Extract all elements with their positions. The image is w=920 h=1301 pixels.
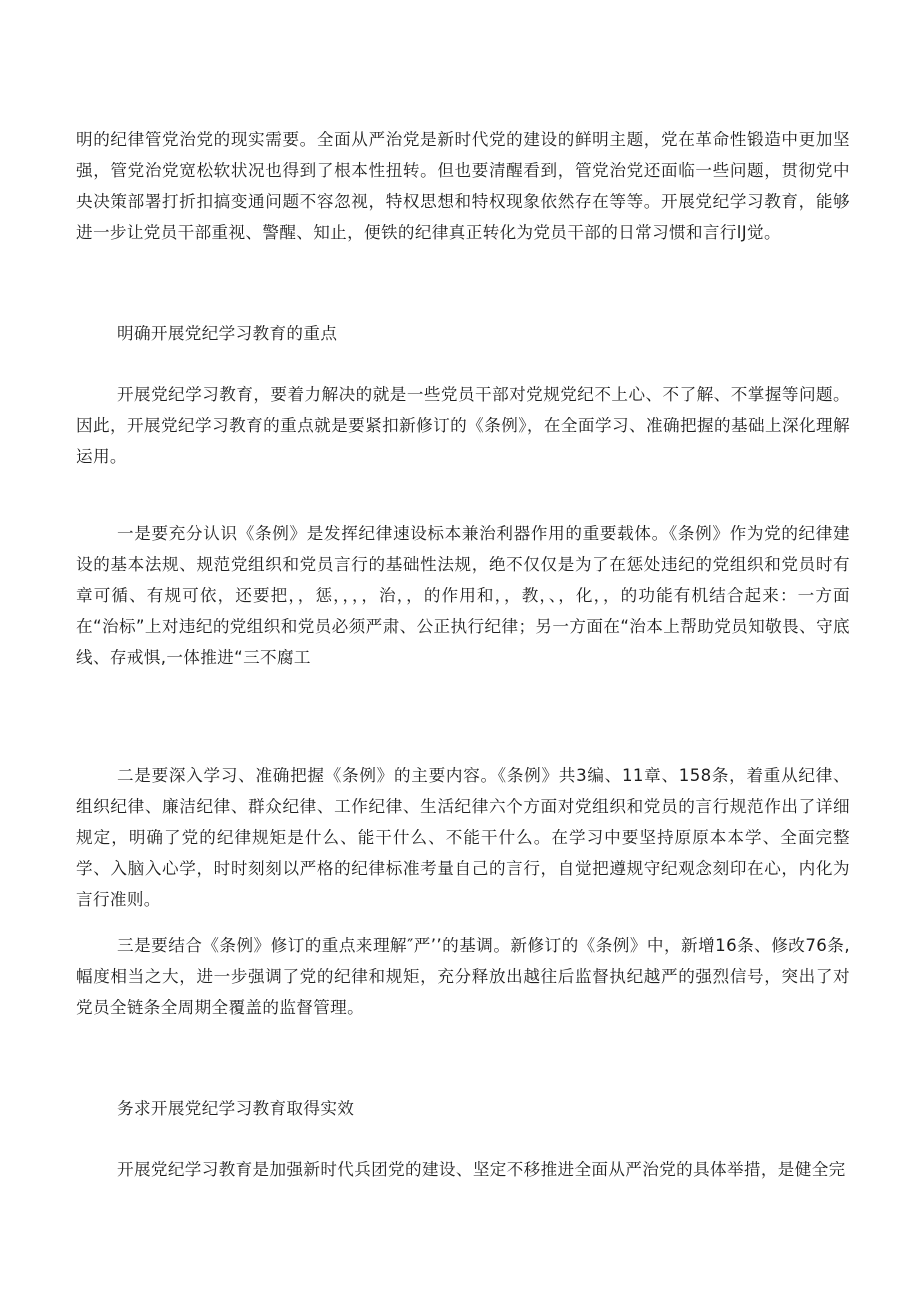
section-heading-effectiveness: 务求开展党纪学习教育取得实效: [117, 1099, 355, 1118]
paragraph-3: 一是要充分认识《条例》是发挥纪律速设标本兼治利器作用的重要载体。《条例》作为党的纪律建设的基本法规、规范党组织和党员言行的基础性法规，绝不仅仅是为了在惩处违纪的党组织和党员时有章可循、有规可依，还要把，，惩，，，，治，，的作用和，，教，、，化，，的功能有机结合起来：一方面在“治标”上对违纪的党组织和党员必须严肃、公正执行纪律；另一方面在“治本上帮助党员知敬畏、守底线、存戒惧,一体推进“三不腐工: [76, 524, 850, 667]
section-heading-key-points: 明确开展党纪学习教育的重点: [117, 324, 338, 343]
paragraph-4: 二是要深入学习、准确把握《条例》的主要内容。《条例》共3编、11章、158条，着重从纪律、组织纪律、廉洁纪律、群众纪律、工作纪律、生活纪律六个方面对党组织和党员的言行规范作出了详细规定，明确了党的纪律规矩是什么、能干什么、不能干什么。在学习中要坚持原原本本学、全面完整学、入脑入心学，时时刻刻以严格的纪律标准考量自己的言行，自觉把遵规守纪观念刻印在心，内化为言行准则。: [76, 766, 850, 909]
paragraph-5: 三是要结合《条例》修订的重点来理解″严’’的基调。新修订的《条例》中，新增16条、修改76条,幅度相当之大，进一步强调了党的纪律和规矩，充分释放出越往后监督执纪越严的强烈信号，突出了对党员全链条全周期全覆盖的监督管理。: [76, 936, 850, 1017]
paragraph-2: 开展党纪学习教育，要着力解决的就是一些党员干部对党规党纪不上心、不了解、不掌握等问题。因此，开展党纪学习教育的重点就是要紧扣新修订的《条例》，在全面学习、准确把握的基础上深化理解运用。: [76, 385, 850, 466]
paragraph-6: 开展党纪学习教育是加强新时代兵团党的建设、坚定不移推进全面从严治党的具体举措，是健全完: [117, 1160, 846, 1179]
paragraph-1: 明的纪律管党治党的现实需要。全面从严治党是新时代党的建设的鲜明主题，党在革命性锻造中更加坚强，管党治党宽松软状况也得到了根本性扭转。但也要清醒看到，管党治党还面临一些问题，贯彻党中央决策部署打折扣搞变通问题不容忽视，特权思想和特权现象依然存在等等。开展党纪学习教育，能够进一步让党员干部重视、警醒、知止，便铁的纪律真正转化为党员干部的日常习惯和言行lJ觉。: [76, 130, 850, 242]
